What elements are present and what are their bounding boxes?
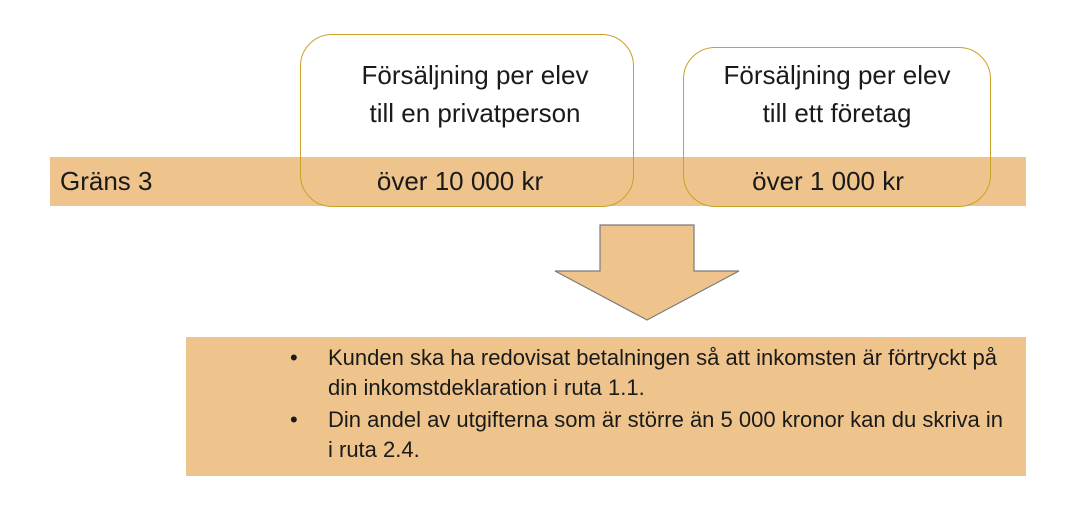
bullet-icon: • bbox=[290, 345, 298, 370]
info-item-text: Kunden ska ha redovisat betalningen så att inkomsten är förtryckt på din inkomstdeklaration i ruta 1.1. bbox=[328, 345, 997, 400]
info-item-text: Din andel av utgifterna som är större än 5 000 kronor kan du skriva in i ruta 2.4. bbox=[328, 407, 1004, 462]
info-list bbox=[290, 343, 1010, 467]
info-box bbox=[186, 337, 1026, 476]
private-person-title bbox=[320, 56, 630, 132]
private-person-title-line2: till en privatperson bbox=[369, 98, 581, 128]
info-item bbox=[290, 405, 1010, 465]
down-arrow-shape bbox=[555, 225, 739, 320]
company-title-line1: Försäljning per elev bbox=[723, 60, 951, 90]
bullet-icon: • bbox=[290, 407, 298, 432]
private-person-title-line1: Försäljning per elev bbox=[361, 60, 589, 90]
threshold-label: Gräns 3 bbox=[60, 166, 153, 196]
info-item bbox=[290, 343, 1010, 403]
company-title-line2: till ett företag bbox=[762, 98, 912, 128]
down-arrow-icon bbox=[554, 224, 740, 322]
company-value: över 1 000 kr bbox=[752, 166, 904, 196]
company-title bbox=[683, 56, 991, 132]
private-person-value: över 10 000 kr bbox=[376, 166, 544, 196]
